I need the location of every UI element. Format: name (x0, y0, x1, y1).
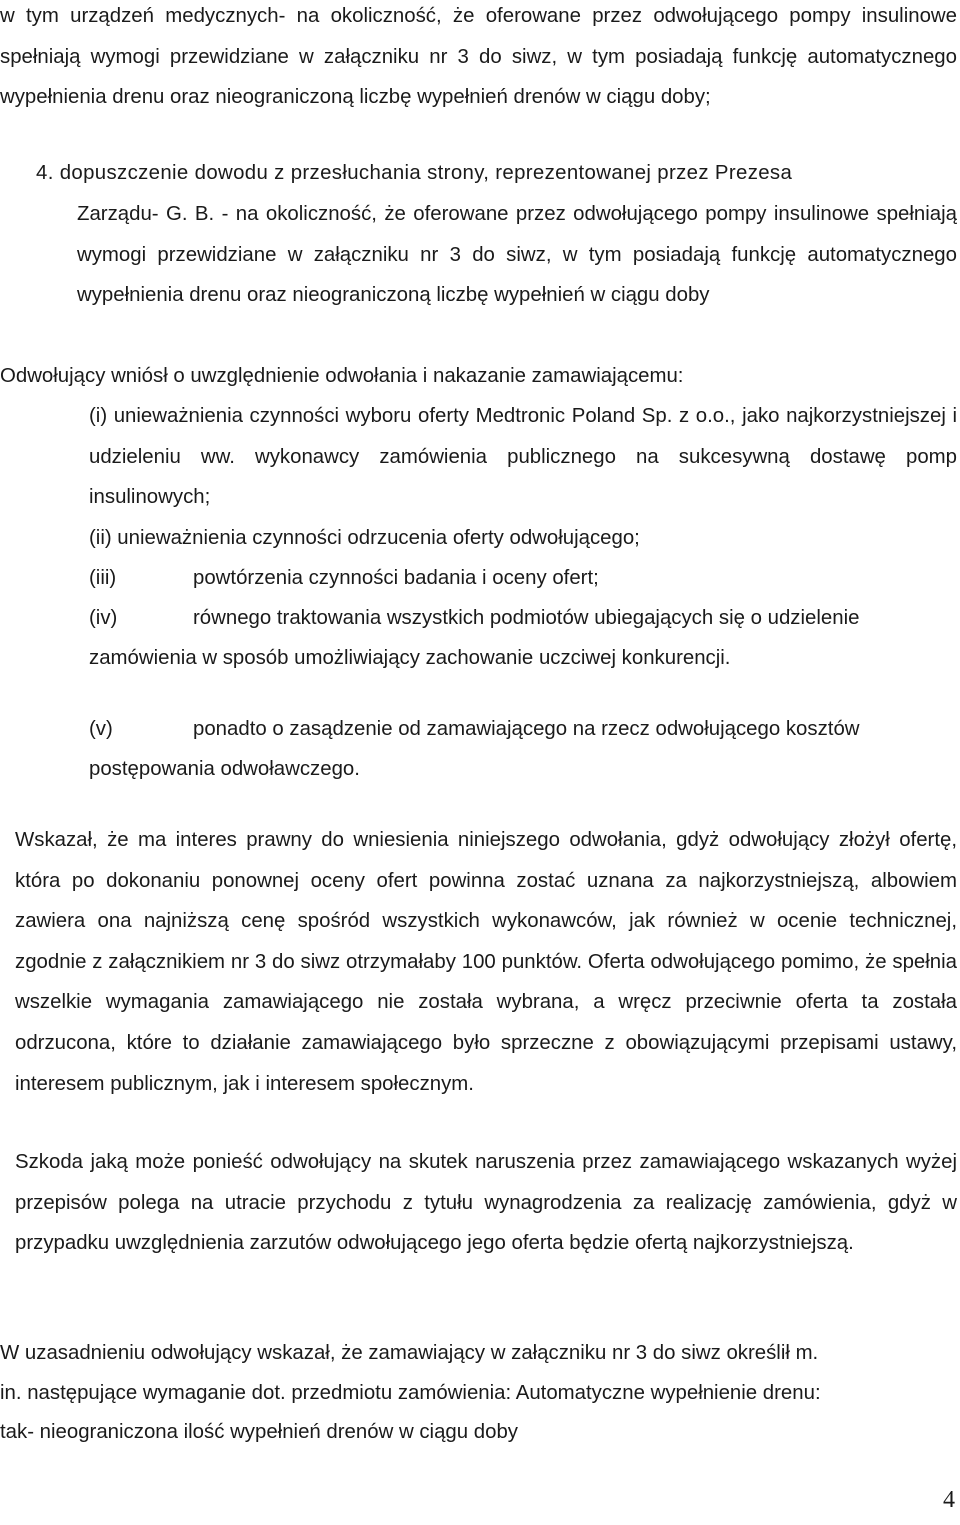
request-item-iii (89, 558, 957, 599)
legal-interest-paragraph: Wskazał, że ma interes prawny do wniesienia niniejszego odwołania, gdyż odwołujący złożył ofertę, która po dokonaniu ponownej oceny ofert powinna zostać uznana za najkorzystniejszą, albowiem zawiera ona najniższą cenę spośród wszystkich wykonawców, jak również w ocenie technicznej, zgodnie z załącznikiem nr 3 do siwz otrzymałaby 100 punktów. Oferta odwołującego pomimo, że spełnia wszelkie wymagania zamawiającego nie została wybrana, a wręcz przeciwnie oferta ta została odrzucona, które to działanie zamawiającego było sprzeczne z obowiązującymi przepisami ustawy, interesem publicznym, jak i interesem społecznym. (15, 829, 957, 1095)
request-intro: Odwołujący wniósł o uwzględnienie odwołania i nakazanie zamawiającemu: (0, 365, 684, 387)
justification-line-1: W uzasadnieniu odwołujący wskazał, że zamawiający w załączniku nr 3 do siwz określił m. (0, 1342, 819, 1364)
request-item-iv-label: (iv) (89, 607, 118, 629)
request-item-iv-text: równego traktowania wszystkich podmiotów ubiegających się o udzielenie (193, 607, 860, 629)
request-item-v-continuation: postępowania odwoławczego. (89, 758, 360, 780)
justification-line-2: in. następujące wymaganie dot. przedmiotu zamówienia: Automatyczne wypełnienie drenu: (0, 1382, 821, 1404)
request-item-v-text: ponadto o zasądzenie od zamawiającego na rzecz odwołującego kosztów (193, 718, 860, 740)
page-number: 4 (943, 1487, 955, 1513)
justification-line-3: tak- nieograniczona ilość wypełnień drenów w ciągu doby (0, 1421, 518, 1443)
evidence-point-4-continuation: Zarządu- G. B. - na okoliczność, że oferowane przez odwołującego pompy insulinowe spełniają wymogi przewidziane w załączniku nr 3 do siwz, w tym posiadają funkcję automatycznego wypełnienia drenu oraz nieograniczoną liczbę wypełnień w ciągu doby (77, 203, 957, 307)
request-item-v (89, 709, 957, 750)
request-item-v-label: (v) (89, 718, 113, 740)
continuation-paragraph: w tym urządzeń medycznych- na okoliczność, że oferowane przez odwołującego pompy insulinowe spełniają wymogi przewidziane w załączniku nr 3 do siwz, w tym posiadają funkcję automatycznego wypełnienia drenu oraz nieograniczoną liczbę wypełnień drenów w ciągu doby; (0, 5, 957, 109)
request-item-iii-text: powtórzenia czynności badania i oceny ofert; (193, 567, 599, 589)
request-item-iii-label: (iii) (89, 567, 117, 589)
damage-paragraph: Szkoda jaką może ponieść odwołujący na skutek naruszenia przez zamawiającego wskazanych wyżej przepisów polega na utracie przychodu z tytułu wynagrodzenia za realizację zamówienia, gdyż w przypadku uwzględnienia zarzutów odwołującego jego oferta będzie ofertą najkorzystniejszą. (15, 1151, 957, 1255)
request-item-i: (i) unieważnienia czynności wyboru oferty Medtronic Poland Sp. z o.o., jako najkorzystniejszej i udzieleniu ww. wykonawcy zamówienia publicznego na sukcesywną dostawę pomp insulinowych; (89, 405, 957, 509)
request-item-ii: (ii) unieważnienia czynności odrzucenia oferty odwołującego; (89, 527, 640, 549)
evidence-point-4: 4. dopuszczenie dowodu z przesłuchania strony, reprezentowanej przez Prezesa (36, 162, 793, 184)
request-item-iv (89, 598, 957, 639)
request-item-iv-continuation: zamówienia w sposób umożliwiający zachowanie uczciwej konkurencji. (89, 647, 731, 669)
